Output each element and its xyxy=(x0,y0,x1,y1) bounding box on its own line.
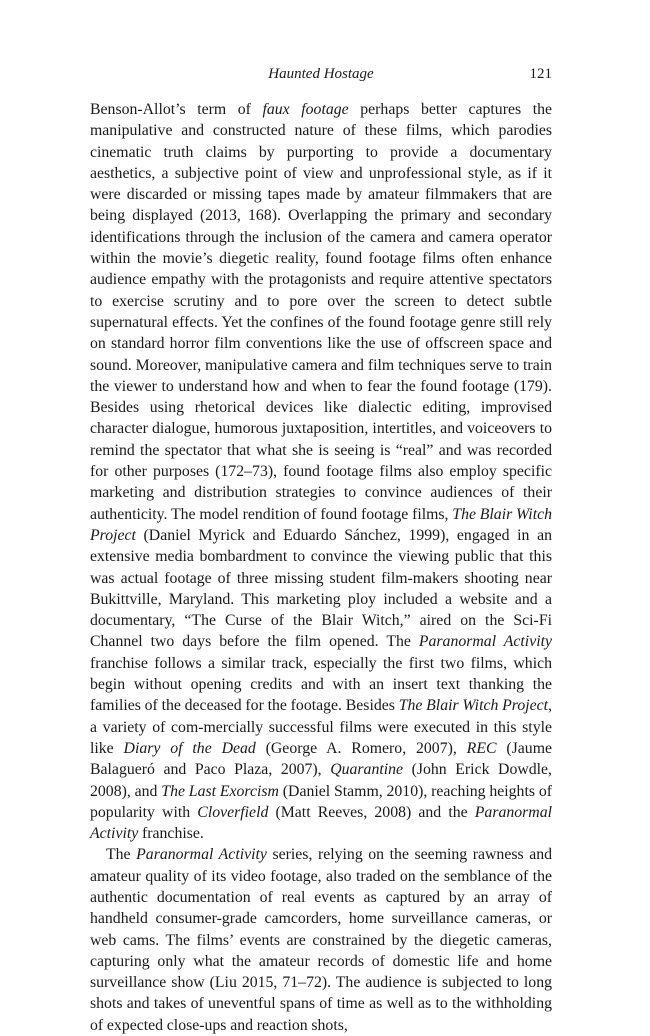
body-text-run: (John Erick Dowdle, 2008), and xyxy=(90,761,553,800)
running-head xyxy=(90,66,552,86)
body-text-run: (Daniel Stamm, 2010), reaching heights of popularity with xyxy=(90,782,552,821)
body-text-run: (George A. Romero, 2007), xyxy=(255,739,467,757)
italic-title-text: Cloverfield xyxy=(197,803,269,821)
running-title: Haunted Hostage xyxy=(268,66,374,82)
italic-title-text: Paranormal Activity xyxy=(90,803,552,843)
page-number: 121 xyxy=(529,66,552,82)
body-text-run: series, relying on the seeming rawness and amateur quality of its video footage, also traded on the semblance of the authentic documentation of real events as captured by an array of handheld consumer-grade camcorders, home surveillance cameras, or web cams. The films’ events are constrained by the diegetic cameras, capturing only what the amateur records of domestic life and home surveillance show (Liu 2015, 71–72). The audience is subjected to long shots and takes of uneventful spans of time as well as to the withholding of expected close-ups and reaction shots, xyxy=(90,846,553,1034)
body-text-run: franchise. xyxy=(138,825,204,843)
paragraph-1 xyxy=(90,99,552,844)
body-text-run: , a variety of com-mercially successful films were executed in this style like xyxy=(90,697,553,757)
italic-title-text: The Blair Witch Project xyxy=(398,697,549,715)
paragraph-2 xyxy=(90,844,552,1036)
italic-title-text: REC xyxy=(466,739,497,757)
body-text-run: (Matt Reeves, 2008) and the xyxy=(268,803,475,821)
body-text-run: perhaps better captures the manipulative and constructed nature of these films, which parodies cinematic truth claims by purporting to provide a documentary aesthetics, a subjective point of view and unprofessional style, as if it were discarded or missing tapes made by amateur filmmakers that are being displayed (2013, 168). Overlapping the primary and secondary identifications through the inclusion of the camera and camera operator within the movie’s diegetic reality, found footage films often enhance audience empathy with the protagonists and require attentive spectators to exercise scrutiny and to pore over the screen to detect subtle supernatural effects. Yet the confines of the found footage genre still rely on standard horror film conventions like the use of offscreen space and sound. Moreover, manipulative camera and film techniques serve to train the viewer to understand how and when to fear the found footage (179). Besides using rhetorical devices like dialectic editing, improvised character dialogue, humorous juxtaposition, intertitles, and voiceovers to remind the spectator that what she is seeing is “real” and was recorded for other purposes (172–73), found footage films also employ specific marketing and distribution strategies to convince audiences of their authenticity. The model rendition of found footage films, xyxy=(90,101,552,523)
italic-title-text: faux footage xyxy=(262,101,349,118)
body-text xyxy=(90,99,552,1036)
body-text-run: (Jaume Balagueró and Paco Plaza, 2007), xyxy=(90,739,552,779)
italic-title-text: The Blair Witch Project xyxy=(90,505,552,544)
italic-title-text: The Last Exorcism xyxy=(161,782,279,800)
italic-title-text: Paranormal Activity xyxy=(136,846,267,864)
body-text-run: franchise follows a similar track, especially the first two films, which begin without opening credits and with an insert text thanking the families of the deceased for the footage. Besides xyxy=(90,654,552,715)
body-text-run: Benson-Allot’s term of xyxy=(90,101,263,118)
body-text-run: (Daniel Myrick and Eduardo Sánchez, 1999), engaged in an extensive media bombardment to convince the viewing public that this was actual footage of three missing student film-makers shooting near Bukittville, Maryland. This marketing ploy included a website and a documentary, “The Curse of the Blair Witch,” aired on the Sci-Fi Channel two days before the film opened. The xyxy=(90,526,552,651)
italic-title-text: Diary of the Dead xyxy=(123,739,256,757)
italic-title-text: Paranormal Activity xyxy=(418,633,552,651)
body-text-run: The xyxy=(106,846,137,864)
italic-title-text: Quarantine xyxy=(330,761,404,779)
